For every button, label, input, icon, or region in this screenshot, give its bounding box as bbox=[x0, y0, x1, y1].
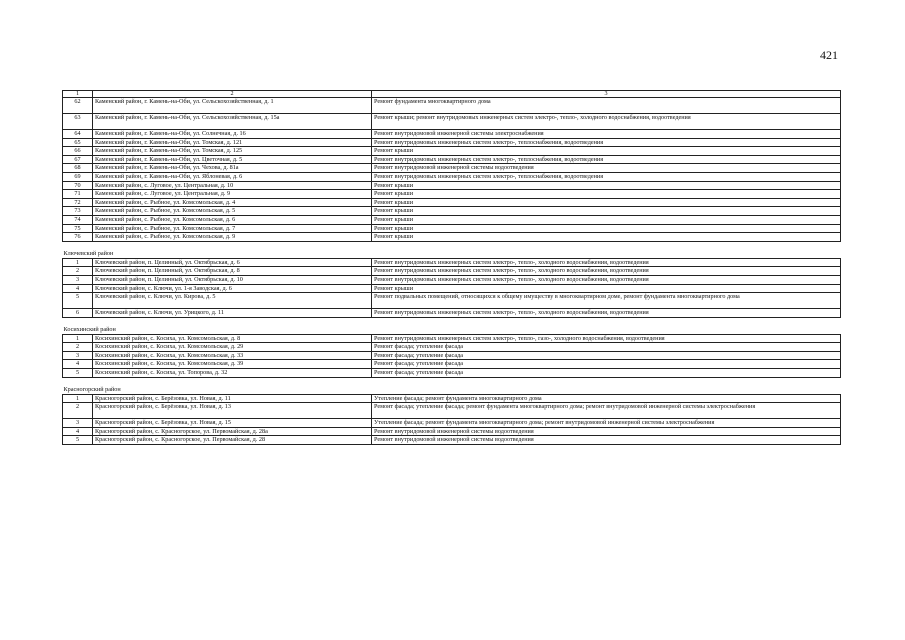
row-number: 1 bbox=[63, 334, 93, 343]
table-row bbox=[63, 98, 841, 114]
address-cell: Каменский район, г. Камень-на-Оби, ул. Сельскохозяйственная, д. 15а bbox=[93, 114, 372, 130]
table-row bbox=[63, 233, 841, 242]
work-type-cell: Ремонт внутридомовых инженерных систем электро-, теплоснабжения, водоотведения bbox=[372, 155, 841, 164]
table-row bbox=[63, 198, 841, 207]
row-number: 71 bbox=[63, 190, 93, 199]
row-number: 74 bbox=[63, 215, 93, 224]
row-number: 2 bbox=[63, 267, 93, 276]
address-cell: Каменский район, г. Камень-на-Оби, ул. Томская, д. 121 bbox=[93, 138, 372, 147]
table-row bbox=[63, 343, 841, 352]
address-cell: Каменский район, г. Камень-на-Оби, ул. Чехова, д. 81а bbox=[93, 164, 372, 173]
address-cell: Каменский район, г. Камень-на-Оби, ул. Яблоневая, д. 6 bbox=[93, 172, 372, 181]
table-row bbox=[63, 215, 841, 224]
row-number: 4 bbox=[63, 360, 93, 369]
row-number: 2 bbox=[63, 403, 93, 419]
row-number: 3 bbox=[63, 351, 93, 360]
work-type-cell: Ремонт фасада; утепление фасада bbox=[372, 343, 841, 352]
repair-register-table bbox=[62, 90, 841, 445]
section-heading-row bbox=[63, 386, 841, 395]
work-type-cell: Ремонт фасада; утепление фасада; ремонт фундамента многоквартирного дома; ремонт внутридомовой инженерной системы электроснабжения bbox=[372, 403, 841, 419]
work-type-cell: Ремонт фасада; утепление фасада bbox=[372, 369, 841, 378]
work-type-cell: Ремонт крыши bbox=[372, 181, 841, 190]
work-type-cell: Утепление фасада; ремонт фундамента многоквартирного дома bbox=[372, 394, 841, 403]
row-number: 63 bbox=[63, 114, 93, 130]
table-row bbox=[63, 351, 841, 360]
row-number: 65 bbox=[63, 138, 93, 147]
row-number: 5 bbox=[63, 436, 93, 445]
table-row bbox=[63, 360, 841, 369]
work-type-cell: Ремонт крыши; ремонт внутридомовых инженерных систем электро-, тепло-, холодного водоснабжения, водоотведения bbox=[372, 114, 841, 130]
address-cell: Косихинский район, с. Косиха, ул. Комсомольская, д. 29 bbox=[93, 343, 372, 352]
row-number: 1 bbox=[63, 258, 93, 267]
row-number: 62 bbox=[63, 98, 93, 114]
work-type-cell: Ремонт крыши bbox=[372, 233, 841, 242]
row-number: 73 bbox=[63, 207, 93, 216]
work-type-cell: Ремонт внутридомовой инженерной системы водоотведения bbox=[372, 427, 841, 436]
row-number: 69 bbox=[63, 172, 93, 181]
column-header-2: 2 bbox=[93, 91, 372, 98]
table-row bbox=[63, 427, 841, 436]
row-number: 72 bbox=[63, 198, 93, 207]
table-row bbox=[63, 130, 841, 139]
row-number: 5 bbox=[63, 293, 93, 309]
address-cell: Каменский район, г. Камень-на-Оби, ул. Цветочная, д. 5 bbox=[93, 155, 372, 164]
work-type-cell: Ремонт внутридомовых инженерных систем электро-, тепло-, газо-, холодного водоснабжения, водоотведения bbox=[372, 334, 841, 343]
table-row bbox=[63, 275, 841, 284]
work-type-cell: Ремонт фундамента многоквартирного дома bbox=[372, 98, 841, 114]
address-cell: Косихинский район, с. Косиха, ул. Комсомольская, д. 39 bbox=[93, 360, 372, 369]
address-cell: Ключевский район, с. Ключи, ул. Кирова, д. 5 bbox=[93, 293, 372, 309]
table-row bbox=[63, 403, 841, 419]
table-row bbox=[63, 293, 841, 309]
row-number: 67 bbox=[63, 155, 93, 164]
page-number: 421 bbox=[820, 48, 838, 62]
address-cell: Ключевский район, с. Ключи, ул. Урицкого, д. 11 bbox=[93, 309, 372, 318]
table-row bbox=[63, 181, 841, 190]
column-number-header bbox=[63, 91, 841, 98]
address-cell: Каменский район, г. Камень-на-Оби, ул. Томская, д. 125 bbox=[93, 147, 372, 156]
row-number: 68 bbox=[63, 164, 93, 173]
table-row bbox=[63, 419, 841, 428]
table-row bbox=[63, 207, 841, 216]
work-type-cell: Ремонт фасада; утепление фасада bbox=[372, 351, 841, 360]
spacer-cell bbox=[63, 317, 841, 326]
address-cell: Косихинский район, с. Косиха, ул. Комсомольская, д. 8 bbox=[93, 334, 372, 343]
work-type-cell: Ремонт подвальных помещений, относящихся к общему имуществу в многоквартирном доме, ремонт фундамента многоквартирного дома bbox=[372, 293, 841, 309]
work-type-cell: Ремонт внутридомовой инженерной системы водоотведения bbox=[372, 436, 841, 445]
table-row bbox=[63, 284, 841, 293]
address-cell: Каменский район, г. Камень-на-Оби, ул. Сельскохозяйственная, д. 1 bbox=[93, 98, 372, 114]
table-row bbox=[63, 138, 841, 147]
table-row bbox=[63, 334, 841, 343]
row-number: 3 bbox=[63, 419, 93, 428]
address-cell: Ключевский район, п. Целинный, ул. Октябрьская, д. 10 bbox=[93, 275, 372, 284]
work-type-cell: Ремонт внутридомовых инженерных систем электро-, теплоснабжения, водоотведения bbox=[372, 138, 841, 147]
spacer-cell bbox=[63, 377, 841, 386]
column-header-3: 3 bbox=[372, 91, 841, 98]
table-row bbox=[63, 155, 841, 164]
row-number: 4 bbox=[63, 427, 93, 436]
work-type-cell: Ремонт внутридомовых инженерных систем электро-, тепло-, холодного водоснабжения, водоотведения bbox=[372, 267, 841, 276]
address-cell: Косихинский район, с. Косиха, ул. Комсомольская, д. 33 bbox=[93, 351, 372, 360]
address-cell: Красногорский район, с. Берёзовка, ул. Новая, д. 13 bbox=[93, 403, 372, 419]
work-type-cell: Ремонт внутридомовой инженерной системы водоотведения bbox=[372, 164, 841, 173]
row-number: 2 bbox=[63, 343, 93, 352]
table-row bbox=[63, 267, 841, 276]
address-cell: Каменский район, с. Рыбное, ул. Комсомольская, д. 9 bbox=[93, 233, 372, 242]
work-type-cell: Ремонт крыши bbox=[372, 224, 841, 233]
address-cell: Каменский район, с. Луговое, ул. Центральная, д. 10 bbox=[93, 181, 372, 190]
table-row bbox=[63, 164, 841, 173]
address-cell: Каменский район, с. Рыбное, ул. Комсомольская, д. 7 bbox=[93, 224, 372, 233]
address-cell: Косихинский район, с. Косиха, ул. Топорова, д. 32 bbox=[93, 369, 372, 378]
row-number: 4 bbox=[63, 284, 93, 293]
address-cell: Каменский район, с. Рыбное, ул. Комсомольская, д. 6 bbox=[93, 215, 372, 224]
work-type-cell: Ремонт крыши bbox=[372, 147, 841, 156]
table-row bbox=[63, 309, 841, 318]
row-number: 75 bbox=[63, 224, 93, 233]
section-spacer bbox=[63, 241, 841, 250]
table-row bbox=[63, 394, 841, 403]
row-number: 5 bbox=[63, 369, 93, 378]
address-cell: Ключевский район, с. Ключи, ул. 1-я Заводская, д. 6 bbox=[93, 284, 372, 293]
table-row bbox=[63, 114, 841, 130]
row-number: 3 bbox=[63, 275, 93, 284]
row-number: 76 bbox=[63, 233, 93, 242]
row-number: 1 bbox=[63, 394, 93, 403]
work-type-cell: Утепление фасада; ремонт фундамента многоквартирного дома; ремонт внутридомовой инженерной системы электроснабжения bbox=[372, 419, 841, 428]
table-body bbox=[63, 91, 841, 445]
table-row bbox=[63, 258, 841, 267]
work-type-cell: Ремонт крыши bbox=[372, 198, 841, 207]
work-type-cell: Ремонт внутридомовых инженерных систем электро-, тепло-, холодного водоснабжения, водоотведения bbox=[372, 309, 841, 318]
address-cell: Красногорский район, с. Красногорское, ул. Первомайская, д. 28 bbox=[93, 436, 372, 445]
work-type-cell: Ремонт внутридомовой инженерной системы электроснабжения bbox=[372, 130, 841, 139]
section-spacer bbox=[63, 377, 841, 386]
table-row bbox=[63, 147, 841, 156]
address-cell: Красногорский район, с. Берёзовка, ул. Новая, д. 15 bbox=[93, 419, 372, 428]
address-cell: Каменский район, с. Луговое, ул. Центральная, д. 9 bbox=[93, 190, 372, 199]
section-heading-row bbox=[63, 250, 841, 259]
row-number: 66 bbox=[63, 147, 93, 156]
table-row bbox=[63, 369, 841, 378]
work-type-cell: Ремонт внутридомовых инженерных систем электро-, тепло-, холодного водоснабжения, водоотведения bbox=[372, 275, 841, 284]
row-number: 64 bbox=[63, 130, 93, 139]
section-heading: Ключевский район bbox=[63, 250, 841, 259]
table-row bbox=[63, 436, 841, 445]
table-row bbox=[63, 190, 841, 199]
table-row bbox=[63, 172, 841, 181]
work-type-cell: Ремонт фасада; утепление фасада bbox=[372, 360, 841, 369]
column-header-1: 1 bbox=[63, 91, 93, 98]
row-number: 70 bbox=[63, 181, 93, 190]
address-cell: Каменский район, с. Рыбное, ул. Комсомольская, д. 5 bbox=[93, 207, 372, 216]
section-spacer bbox=[63, 317, 841, 326]
work-type-cell: Ремонт крыши bbox=[372, 190, 841, 199]
address-cell: Каменский район, с. Рыбное, ул. Комсомольская, д. 4 bbox=[93, 198, 372, 207]
work-type-cell: Ремонт крыши bbox=[372, 207, 841, 216]
address-cell: Ключевский район, п. Целинный, ул. Октябрьская, д. 6 bbox=[93, 258, 372, 267]
address-cell: Каменский район, г. Камень-на-Оби, ул. Солнечная, д. 16 bbox=[93, 130, 372, 139]
section-heading: Красногорский район bbox=[63, 386, 841, 395]
address-cell: Ключевский район, п. Целинный, ул. Октябрьская, д. 8 bbox=[93, 267, 372, 276]
spacer-cell bbox=[63, 241, 841, 250]
table-row bbox=[63, 224, 841, 233]
address-cell: Красногорский район, с. Красногорское, ул. Первомайская, д. 28а bbox=[93, 427, 372, 436]
work-type-cell: Ремонт крыши bbox=[372, 284, 841, 293]
work-type-cell: Ремонт внутридомовых инженерных систем электро-, теплоснабжения, водоотведения bbox=[372, 172, 841, 181]
work-type-cell: Ремонт крыши bbox=[372, 215, 841, 224]
address-cell: Красногорский район, с. Берёзовка, ул. Новая, д. 11 bbox=[93, 394, 372, 403]
section-heading: Косихинский район bbox=[63, 326, 841, 335]
row-number: 6 bbox=[63, 309, 93, 318]
section-heading-row bbox=[63, 326, 841, 335]
work-type-cell: Ремонт внутридомовых инженерных систем электро-, тепло-, холодного водоснабжения, водоотведения bbox=[372, 258, 841, 267]
